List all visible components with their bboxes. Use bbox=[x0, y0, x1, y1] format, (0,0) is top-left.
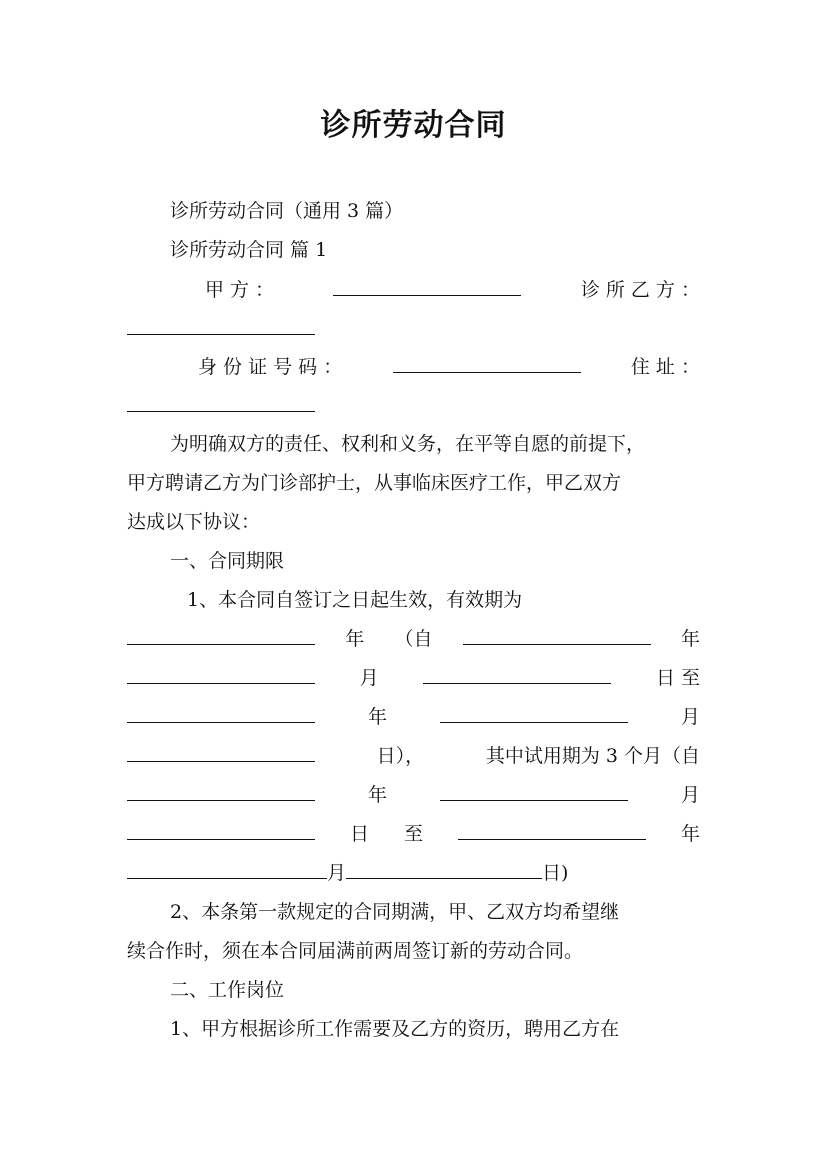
address-label: 住 址 ： bbox=[630, 356, 700, 378]
intro-line-3: 达成以下协议： bbox=[127, 511, 261, 533]
id-number-label: 身 份 证 号 码 ： bbox=[198, 356, 343, 378]
party-b-line bbox=[127, 316, 700, 342]
clause1-line-7 bbox=[127, 821, 700, 847]
day-to-label: 日 至 bbox=[655, 667, 700, 689]
month-label: 月 bbox=[680, 706, 700, 728]
clinic-party-b-label: 诊 所 乙 方 ： bbox=[580, 279, 700, 301]
heading-contract-term: 一、合同期限 bbox=[170, 550, 285, 572]
date-blank bbox=[440, 782, 628, 801]
clause2-line-2: 续合作时，须在本合同届满前两周签订新的劳动合同。 bbox=[127, 940, 584, 962]
heading-job-position: 二、工作岗位 bbox=[170, 979, 285, 1001]
date-blank bbox=[423, 665, 611, 684]
date-blank bbox=[463, 626, 651, 645]
day-label: 日 bbox=[349, 823, 369, 845]
date-blank bbox=[127, 704, 315, 723]
intro-line-1: 为明确双方的责任、权利和义务，在平等自愿的前提下， bbox=[170, 433, 646, 455]
to-label: 至 bbox=[403, 823, 423, 845]
month-label: 月 bbox=[680, 784, 700, 806]
clause1-line-2 bbox=[127, 626, 700, 652]
date-blank bbox=[458, 821, 646, 840]
day-close-label: 日) bbox=[542, 862, 569, 884]
clause1-line-4 bbox=[127, 704, 700, 730]
date-blank bbox=[127, 860, 327, 879]
year-label: 年 bbox=[345, 628, 365, 650]
date-blank bbox=[127, 782, 315, 801]
from-label: （自 bbox=[394, 628, 433, 650]
trial-period-text: 其中试用期为 3 个月（自 bbox=[485, 745, 700, 767]
section-heading: 诊所劳动合同 篇 1 bbox=[170, 239, 328, 261]
party-a-label: 甲 方 ： bbox=[205, 279, 275, 301]
clause1-line-3 bbox=[127, 665, 700, 691]
year-label: 年 bbox=[680, 628, 700, 650]
date-blank bbox=[440, 704, 628, 723]
date-blank bbox=[127, 743, 315, 762]
clause1-line-5 bbox=[127, 743, 700, 769]
day-close-label: 日）， bbox=[376, 745, 425, 767]
clause1-line-6 bbox=[127, 782, 700, 808]
month-label: 月 bbox=[359, 667, 379, 689]
date-blank bbox=[127, 665, 315, 684]
month-label: 月 bbox=[327, 862, 347, 884]
party-line bbox=[205, 277, 700, 303]
address-blank bbox=[127, 393, 315, 412]
party-a-blank bbox=[333, 277, 521, 296]
address-line bbox=[127, 393, 700, 419]
intro-line-2: 甲方聘请乙方为门诊部护士，从事临床医疗工作，甲乙双方 bbox=[127, 472, 622, 494]
clause3-line-1: 1、甲方根据诊所工作需要及乙方的资历，聘用乙方在 bbox=[170, 1018, 620, 1040]
date-blank bbox=[127, 821, 315, 840]
id-line bbox=[198, 354, 700, 380]
year-label: 年 bbox=[680, 823, 700, 845]
subtitle: 诊所劳动合同（通用 3 篇） bbox=[170, 200, 404, 222]
clause1-line-1: 1、本合同自签订之日起生效，有效期为 bbox=[187, 589, 523, 611]
id-number-blank bbox=[393, 354, 581, 373]
date-blank bbox=[346, 860, 542, 879]
date-blank bbox=[127, 626, 315, 645]
clause2-line-1: 2、本条第一款规定的合同期满，甲、乙双方均希望继 bbox=[170, 901, 620, 923]
year-label: 年 bbox=[367, 706, 387, 728]
year-label: 年 bbox=[367, 784, 387, 806]
clause1-line-8 bbox=[127, 860, 700, 886]
party-b-blank bbox=[127, 316, 315, 335]
document-title: 诊所劳动合同 bbox=[320, 108, 507, 143]
